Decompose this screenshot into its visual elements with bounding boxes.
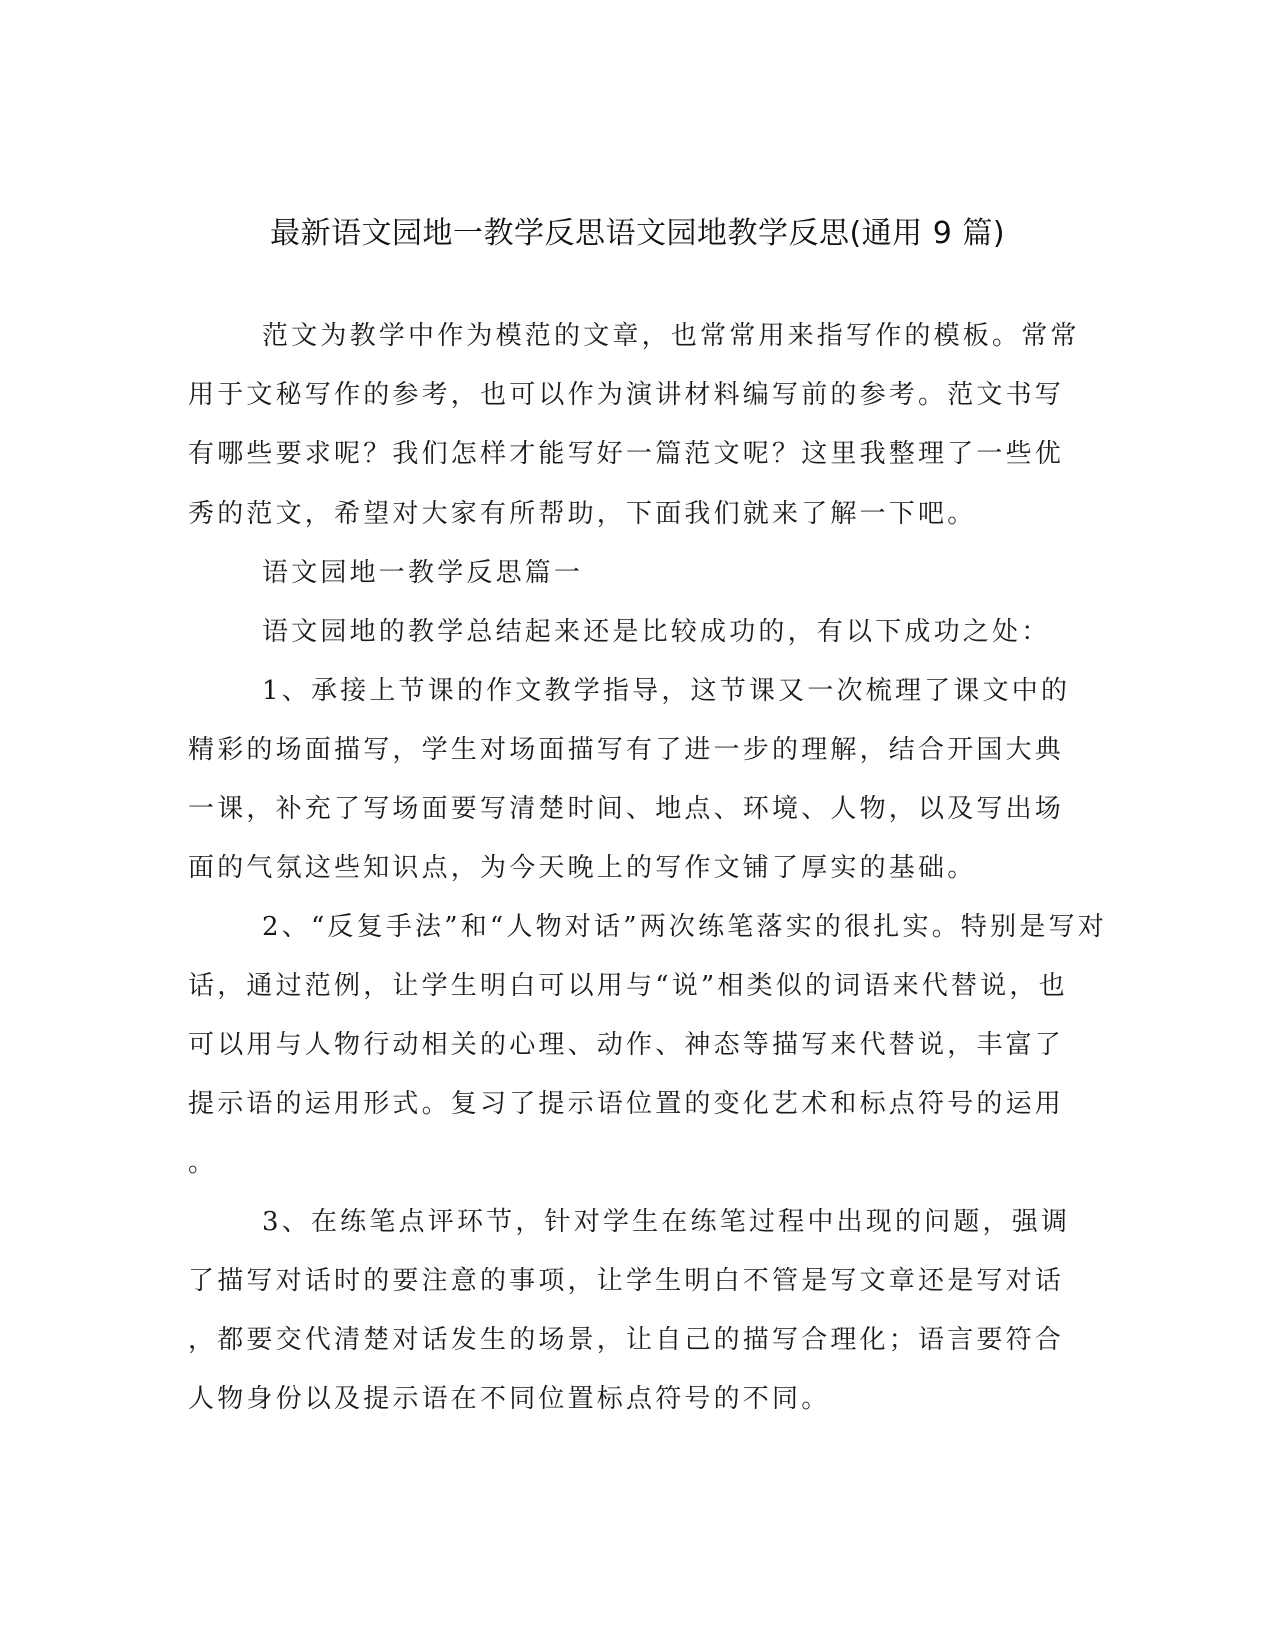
paragraph-line: 1、承接上节课的作文教学指导，这节课又一次梳理了课文中的 xyxy=(262,676,1071,706)
paragraph-line: 话，通过范例，让学生明白可以用与“说”相类似的词语来代替说，也 xyxy=(188,971,1068,1001)
paragraph-line: 可以用与人物行动相关的心理、动作、神态等描写来代替说，丰富了 xyxy=(188,1030,1065,1060)
paragraph-line: 3、在练笔点评环节，针对学生在练笔过程中出现的问题，强调 xyxy=(262,1207,1071,1237)
document-title: 最新语文园地一教学反思语文园地教学反思(通用 9 篇) xyxy=(269,216,1006,251)
paragraph-line: 人物身份以及提示语在不同位置标点符号的不同。 xyxy=(188,1384,831,1414)
paragraph-line: 。 xyxy=(188,1148,218,1178)
section-heading: 语文园地一教学反思篇一 xyxy=(262,558,584,588)
paragraph-line: 一课，补充了写场面要写清楚时间、地点、环境、人物，以及写出场 xyxy=(188,794,1065,824)
paragraph-line: 了描写对话时的要注意的事项，让学生明白不管是写文章还是写对话 xyxy=(188,1266,1065,1296)
paragraph-line: 有哪些要求呢？我们怎样才能写好一篇范文呢？这里我整理了一些优 xyxy=(188,439,1065,469)
paragraph-line: 精彩的场面描写，学生对场面描写有了进一步的理解，结合开国大典 xyxy=(188,735,1065,765)
paragraph-line: 2、“反复手法”和“人物对话”两次练笔落实的很扎实。特别是写对 xyxy=(262,912,1107,942)
paragraph-line: 面的气氛这些知识点，为今天晚上的写作文铺了厚实的基础。 xyxy=(188,853,977,883)
paragraph-line: 用于文秘写作的参考，也可以作为演讲材料编写前的参考。范文书写 xyxy=(188,380,1065,410)
paragraph-line: 语文园地的教学总结起来还是比较成功的，有以下成功之处： xyxy=(262,617,1051,647)
paragraph-line: ，都要交代清楚对话发生的场景，让自己的描写合理化；语言要符合 xyxy=(188,1325,1065,1355)
paragraph-line: 范文为教学中作为模范的文章，也常常用来指写作的模板。常常 xyxy=(262,321,1080,351)
paragraph-line: 秀的范文，希望对大家有所帮助，下面我们就来了解一下吧。 xyxy=(188,499,977,529)
paragraph-line: 提示语的运用形式。复习了提示语位置的变化艺术和标点符号的运用 xyxy=(188,1089,1065,1119)
